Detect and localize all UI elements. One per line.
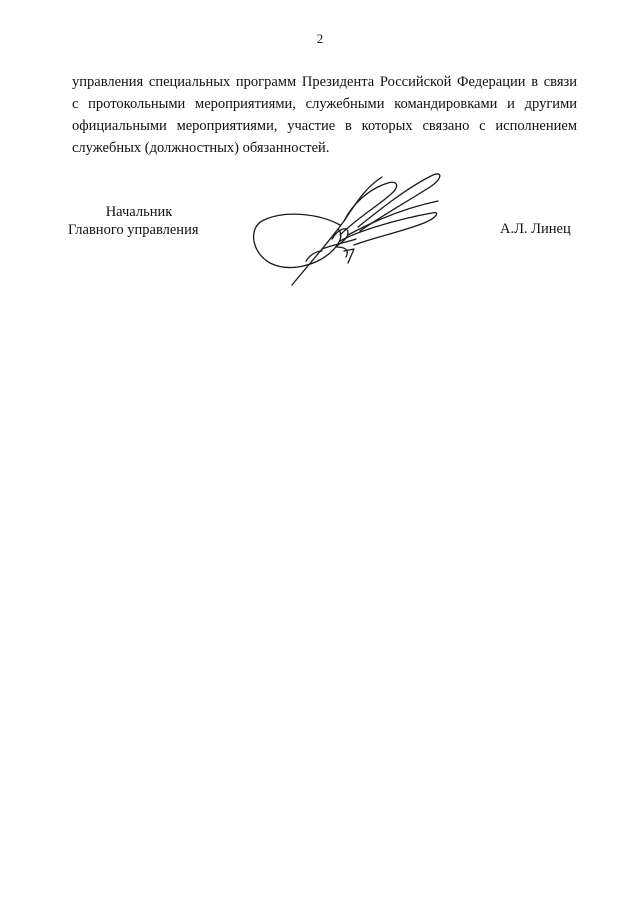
position-line-1: Начальник [105, 204, 173, 220]
position-line-2: Главного управления [68, 222, 199, 238]
body-line-1: управления специальных программ Президента Российской Федерации в связи [72, 74, 577, 90]
page-number: 2 [316, 31, 324, 46]
signatory-name: А.Л. Линец [500, 221, 571, 237]
body-paragraph [72, 71, 577, 159]
body-line-3: официальными мероприятиями, участие в которых связано с исполнением [72, 118, 577, 134]
body-line-2: с протокольными мероприятиями, служебными командировками и другими [72, 96, 577, 112]
signatory-position [68, 203, 208, 239]
handwritten-signature [248, 165, 448, 290]
body-line-4: служебных (должностных) обязанностей. [72, 140, 330, 156]
